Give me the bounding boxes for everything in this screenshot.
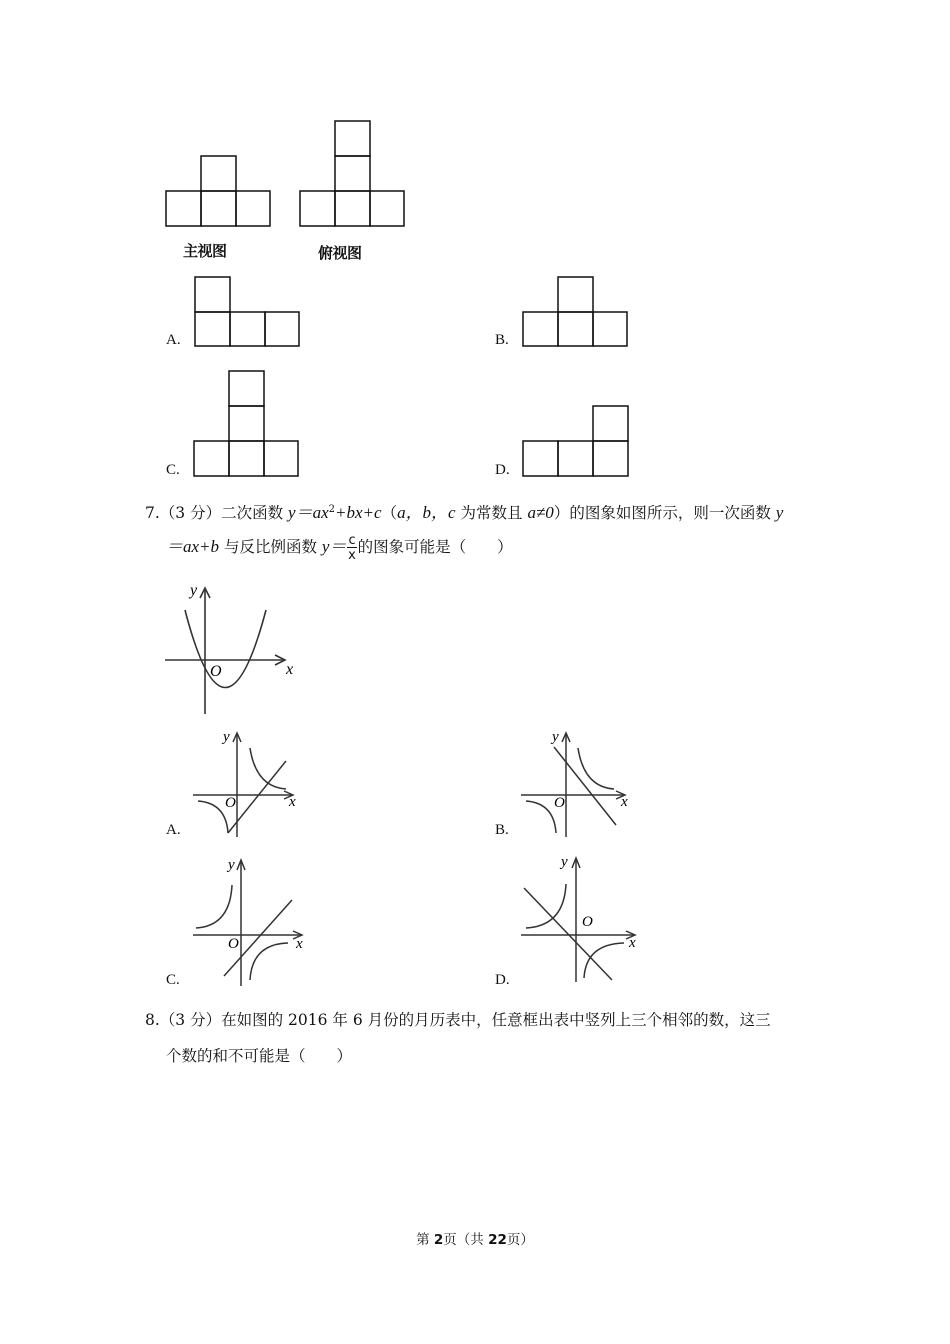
- q7-option-c-graph[interactable]: [188, 850, 308, 990]
- top-view-label: 俯视图: [318, 244, 362, 262]
- q7-frac-den: x: [348, 548, 356, 563]
- axis-x-label: x: [289, 794, 296, 810]
- q6-option-b-figure[interactable]: [518, 272, 633, 352]
- q7-y: y: [775, 503, 784, 522]
- q8-line-2: [166, 1044, 352, 1066]
- axis-y-label: y: [223, 729, 230, 745]
- axis-x-label: x: [629, 935, 636, 951]
- axis-y-label: y: [228, 857, 235, 873]
- q8-text-2: 个数的和不可能是（ ）: [166, 1047, 353, 1065]
- axis-y-label: y: [552, 729, 559, 745]
- q7-option-a-graph[interactable]: [188, 725, 308, 840]
- axis-x-label: x: [621, 794, 628, 810]
- q7-paren: （: [381, 504, 398, 522]
- top-view-figure: [295, 116, 410, 231]
- q8-number: 8.: [145, 1011, 160, 1029]
- q7-frac-num: c: [348, 533, 356, 548]
- q7-option-b-label: B.: [495, 822, 509, 838]
- footer-page-number: 2: [433, 1232, 444, 1248]
- q7-option-d-label: D.: [495, 972, 510, 988]
- q7-text4: 与反比例函数: [219, 538, 322, 556]
- q7-text5: 的图象可能是（ ）: [357, 538, 513, 556]
- q7-inverse-eq: y＝: [321, 537, 347, 556]
- q6-option-d-figure[interactable]: [518, 400, 633, 480]
- q7-line-1: [145, 498, 783, 523]
- q8-score: （3 分）: [159, 1011, 222, 1029]
- q6-option-a-label: A.: [166, 332, 181, 348]
- q7-eq2: +bx+c: [335, 503, 382, 522]
- origin-label: O: [225, 795, 236, 811]
- q7-cond: a≠0: [527, 503, 554, 522]
- q6-option-d-label: D.: [495, 462, 510, 478]
- q7-parabola-figure: [160, 580, 300, 720]
- page-footer: [0, 1228, 950, 1248]
- axis-y-label: y: [561, 854, 568, 870]
- q7-line-2: [166, 532, 513, 562]
- q8-text-1: 在如图的 2016 年 6 月份的月历表中，任意框出表中竖列上三个相邻的数，这三: [221, 1011, 771, 1029]
- q7-option-b-graph[interactable]: [516, 725, 641, 840]
- q7-eq: y＝ax: [288, 503, 329, 522]
- q7-text2: 为常数且: [455, 504, 528, 522]
- q7-sup: 2: [328, 503, 335, 515]
- axis-x-label: x: [296, 936, 303, 952]
- q8-line-1: [145, 1008, 771, 1030]
- q7-score: （3 分）: [159, 504, 222, 522]
- axis-y-label: y: [190, 582, 198, 599]
- q7-option-a-label: A.: [166, 822, 181, 838]
- footer-mid: 页（共: [443, 1232, 489, 1248]
- q7-number: 7.: [145, 504, 160, 522]
- q7-fraction: [347, 534, 356, 562]
- q7-vars: a，b，c: [397, 503, 456, 522]
- footer-total-pages: 22: [488, 1232, 507, 1248]
- q7-option-d-graph[interactable]: [516, 846, 641, 986]
- origin-label: O: [210, 663, 222, 680]
- q7-text3: ）的图象如图所示，则一次函数: [553, 504, 776, 522]
- q7-option-c-label: C.: [166, 972, 180, 988]
- q6-option-c-label: C.: [166, 462, 180, 478]
- q7-linear-eq: ＝ax+b: [166, 537, 220, 556]
- origin-label: O: [582, 914, 593, 930]
- origin-label: O: [228, 936, 239, 952]
- front-view-figure: [160, 150, 275, 230]
- axis-x-label: x: [286, 661, 294, 678]
- q7-text: 二次函数: [221, 504, 289, 522]
- q6-option-c-figure[interactable]: [190, 366, 305, 481]
- origin-label: O: [554, 795, 565, 811]
- q6-option-a-figure[interactable]: [190, 272, 305, 352]
- q6-option-b-label: B.: [495, 332, 509, 348]
- footer-suffix: 页）: [506, 1232, 534, 1248]
- front-view-label: 主视图: [183, 242, 227, 260]
- footer-prefix: 第: [416, 1232, 434, 1248]
